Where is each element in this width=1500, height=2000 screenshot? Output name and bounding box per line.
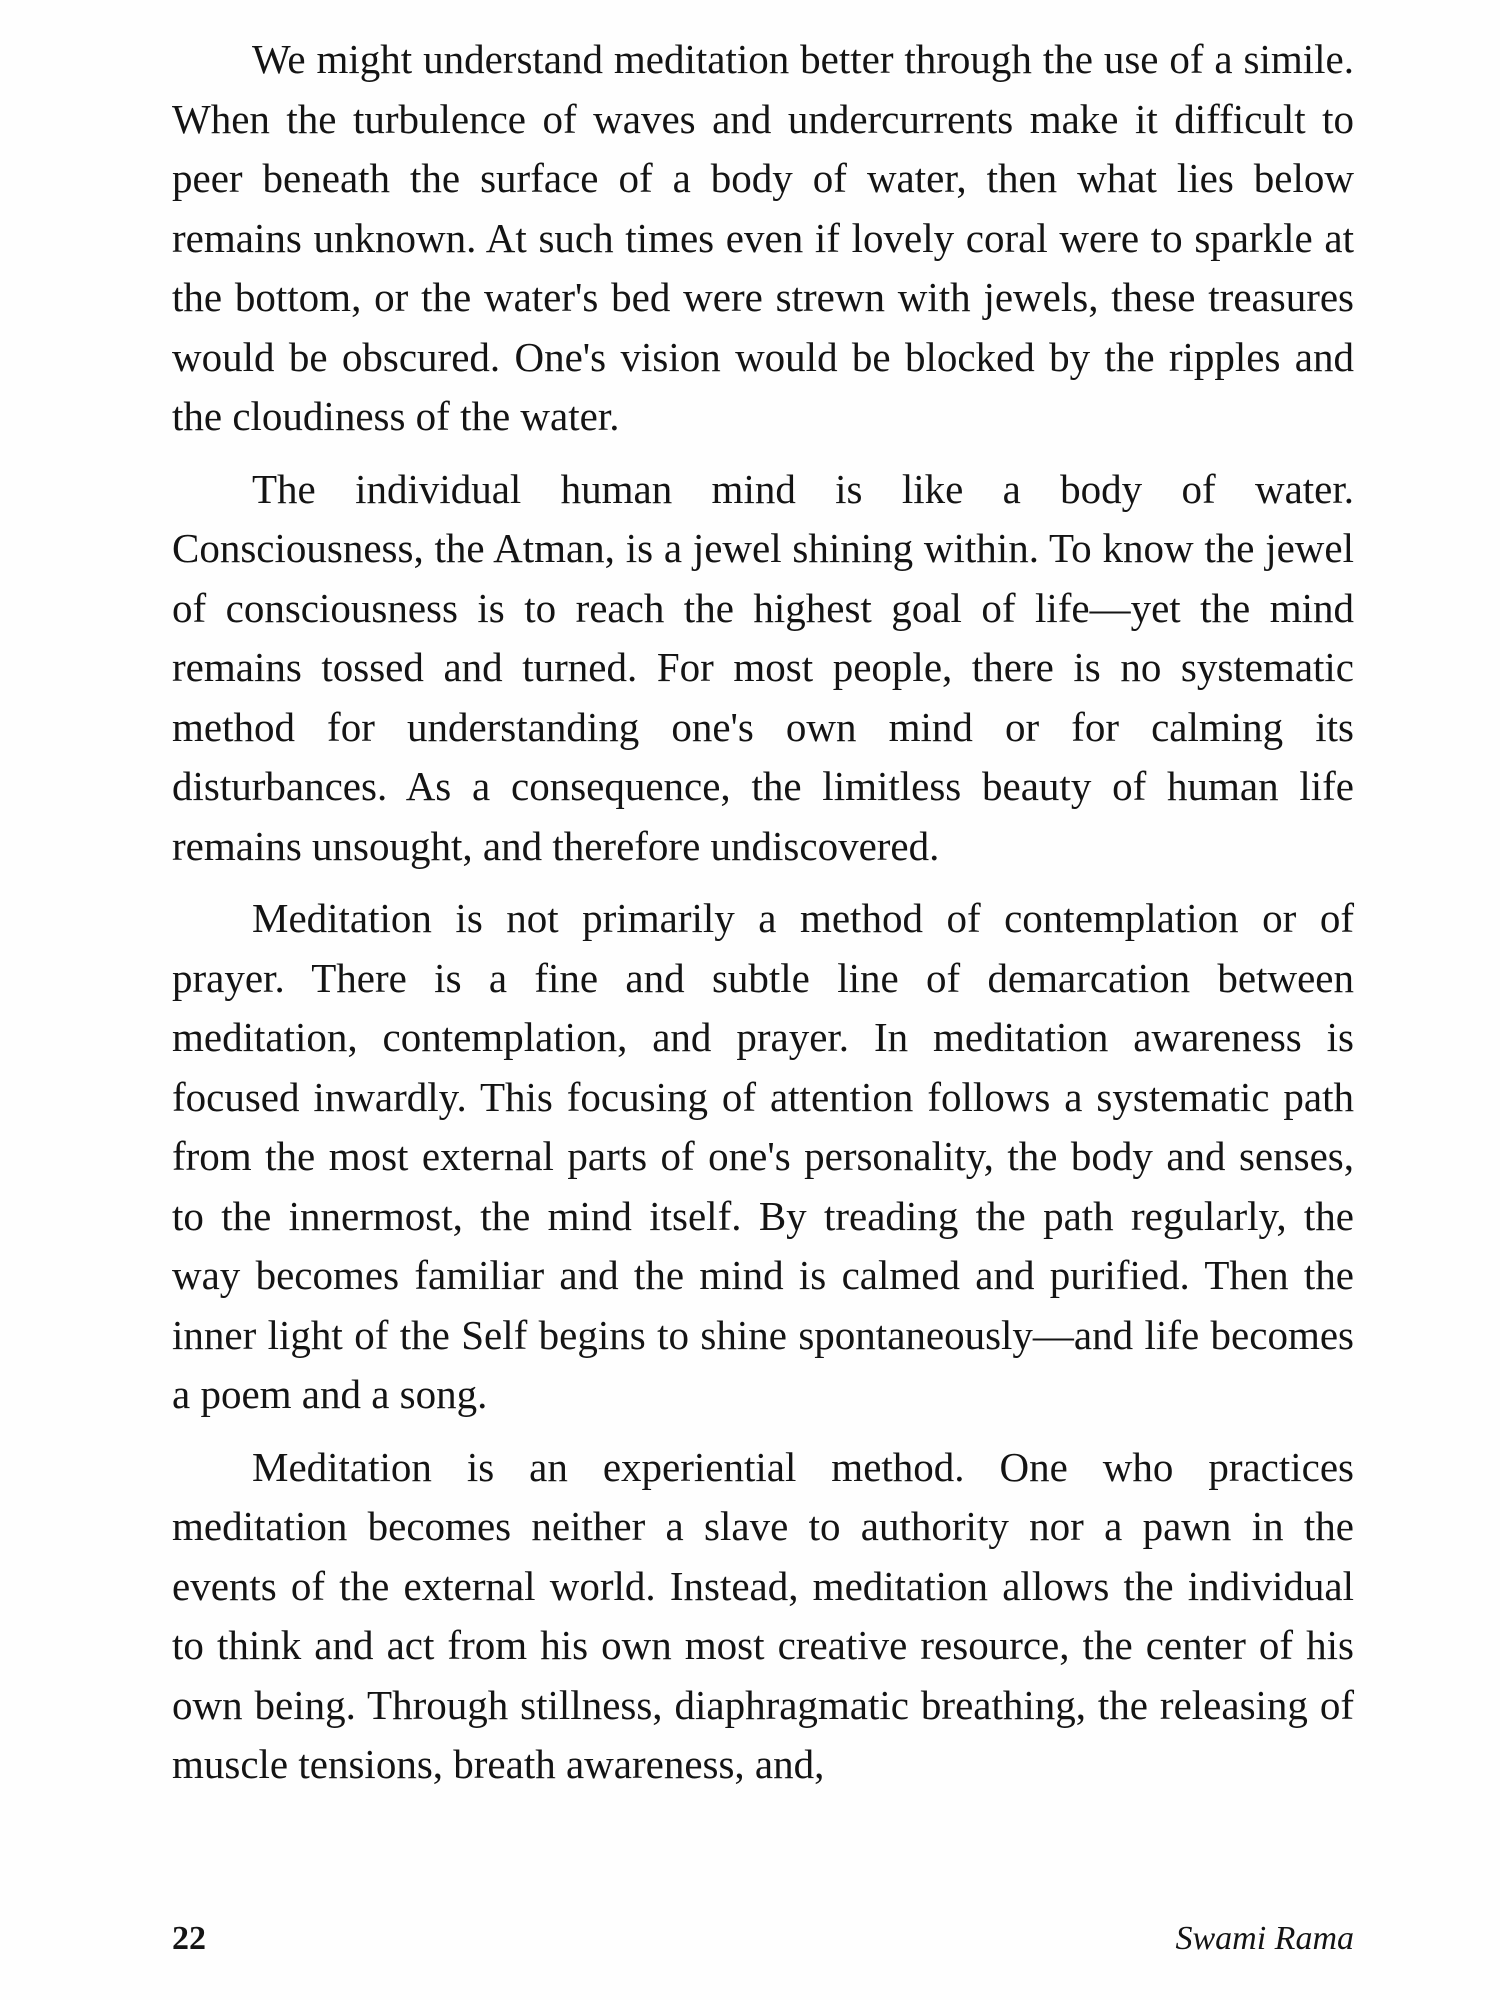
paragraph-4: Meditation is an experiential method. One who practices meditation becomes neither a slave to authority nor a pawn in the events of the external world. Instead, meditation allows the individual to think and act from his own most creative resource, the center of his own being. Through stillness, diaphragmatic breathing, the releasing of muscle tensions, breath awareness, and, xyxy=(172,1443,1354,1787)
paragraph-2: The individual human mind is like a body of water. Consciousness, the Atman, is a jewel shining within. To know the jewel of consciousness is to reach the highest goal of life—yet the mind remains tossed and turned. For most people, there is no systematic method for understanding one's own mind or for calming its disturbances. As a consequence, the limitless beauty of human life remains unsought, and therefore undiscovered. xyxy=(172,465,1354,869)
body-text xyxy=(172,30,1354,1808)
paragraph-1: We might understand meditation better through the use of a simile. When the turbulence of waves and undercurrents make it difficult to peer beneath the surface of a body of water, then what lies below remains unknown. At such times even if lovely coral were to sparkle at the bottom, or the water's bed were strewn with jewels, these treasures would be obscured. One's vision would be blocked by the ripples and the cloudiness of the water. xyxy=(172,36,1354,439)
page-footer xyxy=(172,1920,1354,1964)
page-number: 22 xyxy=(172,1920,206,1957)
running-footer-author: Swami Rama xyxy=(1175,1920,1354,1957)
paragraph-3: Meditation is not primarily a method of contemplation or of prayer. There is a fine and subtle line of demarcation between meditation, contemplation, and prayer. In meditation awareness is focused inwardly. This focusing of attention follows a systematic path from the most external parts of one's personality, the body and senses, to the innermost, the mind itself. By treading the path regularly, the way becomes familiar and the mind is calmed and purified. Then the inner light of the Self begins to shine spontaneously—and life becomes a poem and a song. xyxy=(172,895,1354,1417)
